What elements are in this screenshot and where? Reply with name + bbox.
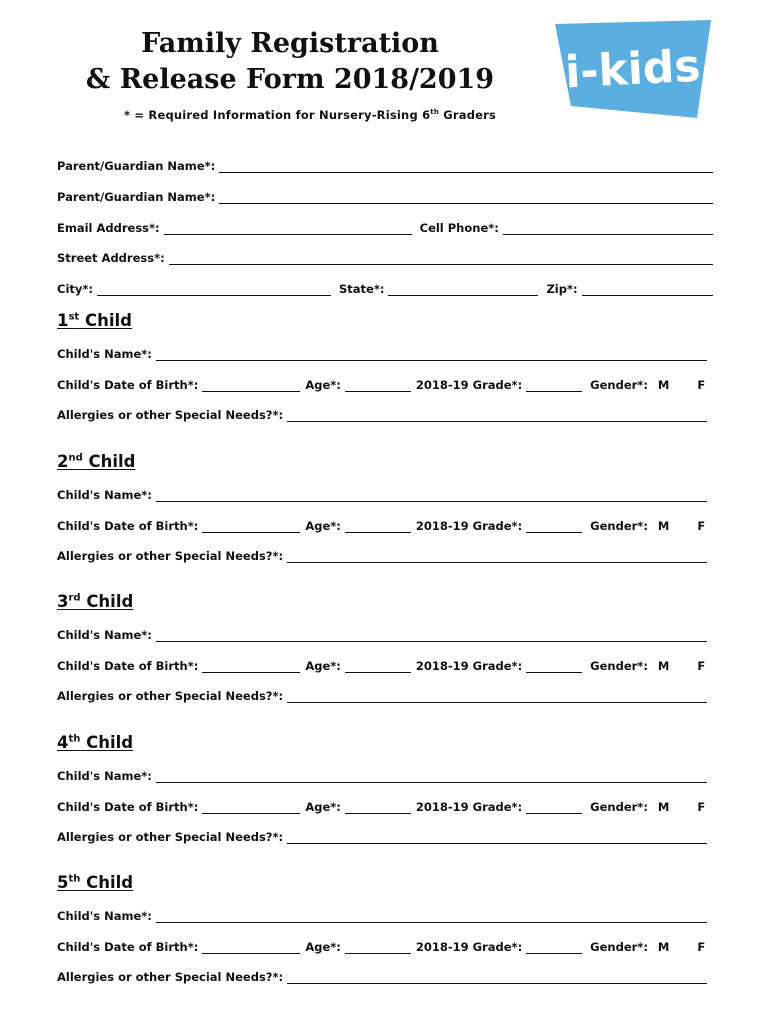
child-dob-label: Child's Date of Birth*: [57, 799, 199, 814]
child-allergies-label: Allergies or other Special Needs?*: [57, 548, 284, 563]
city-state-zip-row [57, 280, 713, 296]
child-allergies-row [57, 687, 713, 703]
state-field[interactable] [388, 283, 538, 296]
street-field[interactable] [169, 252, 713, 265]
child-number: 3 [57, 592, 69, 611]
child-gender-label: Gender*: [590, 659, 648, 673]
child-dob-field[interactable] [202, 941, 300, 954]
cell-phone-field[interactable] [503, 222, 713, 235]
child-name-label: Child's Name*: [57, 628, 152, 642]
child-age-field[interactable] [345, 520, 411, 533]
child-grade-label: 2018-19 Grade*: [415, 378, 523, 392]
parent1-row [57, 157, 713, 173]
child-name-row [57, 345, 713, 361]
child-age-field[interactable] [345, 660, 411, 673]
parent2-row [57, 188, 713, 204]
child-allergies-field[interactable] [287, 550, 707, 563]
child-age-label: Age*: [305, 518, 341, 533]
logo-text: i-kids [563, 40, 702, 99]
child-allergies-field[interactable] [287, 690, 707, 703]
child-name-row [57, 767, 713, 783]
child-grade-label: 2018-19 Grade*: [415, 659, 523, 673]
child-section-heading [57, 452, 136, 471]
email-label: Email Address*: [57, 221, 160, 235]
child-dob-row [57, 798, 713, 814]
child-heading-word: Child [84, 311, 132, 330]
gender-m-option[interactable]: M [657, 659, 670, 673]
form-title [60, 26, 520, 98]
child-heading-word: Child [86, 732, 134, 752]
gender-f-option[interactable]: F [697, 799, 706, 814]
child-grade-field[interactable] [526, 941, 582, 954]
cell-phone-label: Cell Phone*: [419, 221, 499, 235]
state-label: State*: [339, 282, 385, 296]
gender-f-option[interactable]: F [697, 659, 706, 673]
zip-field[interactable] [582, 283, 713, 296]
child-allergies-label: Allergies or other Special Needs?*: [57, 970, 284, 984]
child-dob-label: Child's Date of Birth*: [57, 518, 199, 533]
child-age-label: Age*: [305, 940, 341, 954]
gender-f-option[interactable]: F [697, 518, 706, 533]
child-name-label: Child's Name*: [57, 768, 152, 783]
child-ordinal-suffix: rd [68, 592, 81, 604]
child-name-field[interactable] [156, 910, 707, 923]
child-gender-label: Gender*: [590, 799, 648, 814]
child-name-field[interactable] [156, 629, 707, 642]
form-title-line2: & Release Form 2018/2019 [85, 64, 495, 95]
child-dob-field[interactable] [202, 660, 300, 673]
required-note-sup: th [430, 108, 440, 117]
parent1-label: Parent/Guardian Name*: [57, 159, 216, 173]
child-age-field[interactable] [345, 379, 411, 392]
child-grade-field[interactable] [526, 520, 582, 533]
child-dob-field[interactable] [202, 801, 300, 814]
zip-label: Zip*: [546, 282, 578, 296]
child-allergies-label: Allergies or other Special Needs?*: [57, 829, 284, 844]
child-allergies-label: Allergies or other Special Needs?*: [57, 408, 284, 422]
child-dob-label: Child's Date of Birth*: [57, 940, 199, 954]
child-dob-row [57, 938, 713, 954]
ikids-logo [553, 18, 713, 122]
child-age-field[interactable] [345, 941, 411, 954]
child-grade-field[interactable] [526, 660, 582, 673]
child-age-label: Age*: [305, 659, 341, 673]
child-grade-label: 2018-19 Grade*: [415, 799, 523, 814]
child-dob-row [57, 517, 713, 533]
parent2-label: Parent/Guardian Name*: [57, 190, 216, 204]
child-section-heading [57, 873, 133, 892]
child-dob-row [57, 657, 713, 673]
city-label: City*: [57, 282, 93, 296]
child-number: 2 [57, 451, 69, 471]
child-heading-word: Child [86, 592, 134, 611]
child-dob-field[interactable] [202, 520, 300, 533]
child-name-label: Child's Name*: [57, 487, 152, 502]
child-name-label: Child's Name*: [57, 347, 152, 361]
child-ordinal-suffix: nd [68, 452, 83, 463]
gender-f-option[interactable]: F [697, 940, 706, 954]
email-field[interactable] [164, 222, 412, 235]
child-grade-field[interactable] [526, 379, 582, 392]
child-heading-word: Child [86, 873, 134, 892]
child-allergies-label: Allergies or other Special Needs?*: [57, 689, 284, 703]
email-phone-row [57, 219, 713, 235]
parent2-field[interactable] [219, 191, 713, 204]
child-ordinal-suffix: th [68, 873, 81, 885]
child-allergies-field[interactable] [287, 831, 707, 844]
child-ordinal-suffix: st [68, 311, 80, 323]
child-age-label: Age*: [305, 799, 341, 814]
child-section-heading [57, 733, 133, 752]
child-ordinal-suffix: th [68, 733, 81, 744]
required-note-text: * = Required Information for Nursery-Rising 6 [123, 108, 431, 122]
child-section-heading [57, 311, 132, 330]
child-allergies-field[interactable] [287, 971, 707, 984]
form-title-line1: Family Registration [141, 28, 439, 59]
child-section-heading [57, 592, 133, 611]
child-name-field[interactable] [156, 770, 707, 783]
required-note-tail: Graders [439, 108, 497, 122]
child-number: 4 [57, 732, 69, 752]
gender-f-option[interactable]: F [697, 378, 706, 392]
child-dob-row [57, 376, 713, 392]
gender-m-option[interactable]: M [657, 799, 670, 814]
child-allergies-row [57, 406, 713, 422]
child-number: 1 [57, 311, 69, 330]
gender-m-option[interactable]: M [657, 378, 670, 392]
child-number: 5 [57, 873, 69, 892]
child-allergies-field[interactable] [287, 409, 707, 422]
child-grade-label: 2018-19 Grade*: [415, 940, 523, 954]
street-row [57, 249, 713, 265]
child-name-field[interactable] [156, 489, 707, 502]
child-allergies-row [57, 828, 713, 844]
child-dob-field[interactable] [202, 379, 300, 392]
child-allergies-row [57, 547, 713, 563]
city-field[interactable] [97, 283, 331, 296]
child-gender-label: Gender*: [590, 940, 648, 954]
child-dob-label: Child's Date of Birth*: [57, 659, 199, 673]
child-grade-label: 2018-19 Grade*: [415, 518, 523, 533]
child-name-row [57, 626, 713, 642]
required-note [110, 108, 510, 122]
street-label: Street Address*: [57, 251, 165, 265]
child-dob-label: Child's Date of Birth*: [57, 378, 199, 392]
child-gender-label: Gender*: [590, 518, 648, 533]
child-name-row [57, 907, 713, 923]
child-heading-word: Child [88, 451, 136, 471]
child-grade-field[interactable] [526, 801, 582, 814]
gender-m-option[interactable]: M [657, 518, 670, 533]
child-age-label: Age*: [305, 378, 341, 392]
child-age-field[interactable] [345, 801, 411, 814]
child-name-field[interactable] [156, 348, 707, 361]
child-gender-label: Gender*: [590, 378, 648, 392]
child-name-label: Child's Name*: [57, 909, 152, 923]
child-name-row [57, 486, 713, 502]
child-allergies-row [57, 968, 713, 984]
parent1-field[interactable] [219, 160, 713, 173]
gender-m-option[interactable]: M [657, 940, 670, 954]
